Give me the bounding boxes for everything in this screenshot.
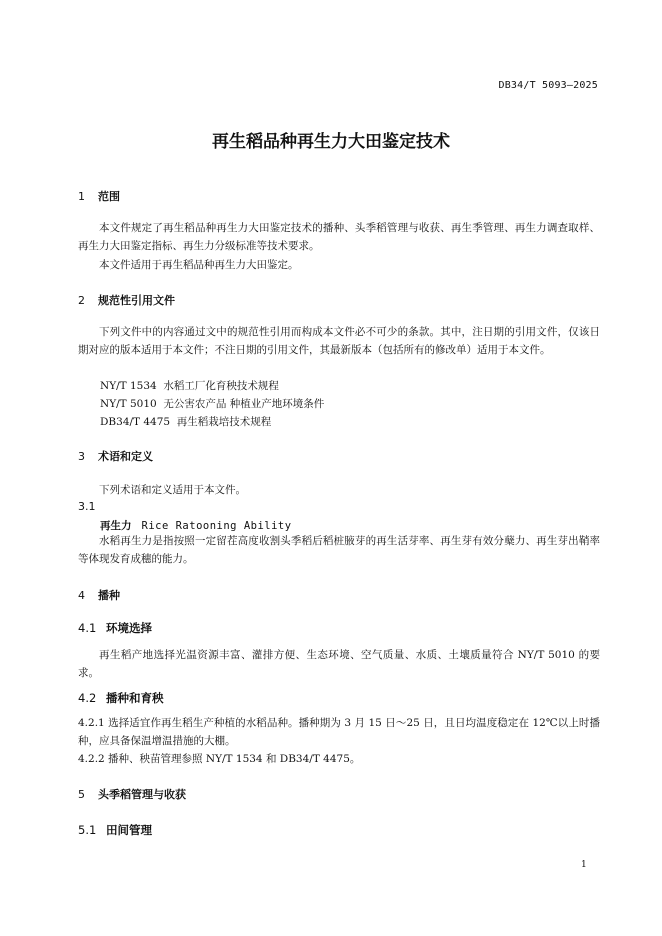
- paragraph: 下列术语和定义适用于本文件。: [99, 484, 246, 496]
- page-number: 1: [581, 860, 587, 870]
- subsection-number: 5.1: [78, 823, 97, 837]
- subsection-title: 播种和育秧: [106, 691, 164, 705]
- subsection-5-1-heading: [78, 822, 152, 838]
- term-entry: [100, 518, 292, 533]
- subsection-4-1-heading: [78, 620, 152, 636]
- standard-code: DB34/T 5093—2025: [498, 80, 598, 91]
- section-title: 范围: [98, 190, 120, 203]
- section-title: 规范性引用文件: [98, 294, 175, 307]
- section-number: 5: [78, 788, 85, 801]
- reference-item: NY/T 1534 水稻工厂化育秧技术规程: [100, 380, 279, 392]
- section-number: 2: [78, 294, 85, 307]
- paragraph: 再生稻产地选择光温资源丰富、灌排方便、生态环境、空气质量、水质、土壤质量符合 NY/T 5010 的要求。: [78, 649, 600, 679]
- subsection-4-2-heading: [78, 690, 164, 706]
- subsection-number: 4.1: [78, 621, 97, 635]
- section-number: 4: [78, 589, 85, 602]
- document-title: 再生稻品种再生力大田鉴定技术: [212, 132, 450, 152]
- section-1-heading: [78, 188, 120, 204]
- term-chinese: 再生力: [100, 520, 132, 532]
- paragraph: 本文件规定了再生稻品种再生力大田鉴定技术的播种、头季稻管理与收获、再生季管理、再生力调查取样、再生力大田鉴定指标、再生力分级标准等技术要求。: [78, 222, 600, 252]
- term-definition: 水稻再生力是指按照一定留茬高度收割头季稻后稻桩腋芽的再生活芽率、再生芽有效分蘖力、再生芽出鞘率等体现发育成穗的能力。: [78, 535, 600, 565]
- term-english: Rice Ratooning Ability: [141, 520, 292, 532]
- numbered-item: 4.2.1 选择适宜作再生稻生产种植的水稻品种。播种期为 3 月 15 日～25 日，且日均温度稳定在 12℃以上时播种，应具备保温增温措施的大棚。: [78, 717, 600, 747]
- reference-item: DB34/T 4475 再生稻栽培技术规程: [100, 416, 272, 428]
- section-title: 术语和定义: [98, 450, 153, 463]
- section-3-heading: [78, 448, 153, 464]
- term-number: 3.1: [78, 500, 96, 513]
- subsection-title: 环境选择: [106, 621, 152, 635]
- paragraph: 下列文件中的内容通过文中的规范性引用而构成本文件必不可少的条款。其中，注日期的引用文件，仅该日期对应的版本适用于本文件；不注日期的引用文件，其最新版本（包括所有的修改单）适用于本文件。: [78, 326, 600, 356]
- section-2-heading: [78, 292, 175, 308]
- subsection-title: 田间管理: [106, 823, 152, 837]
- reference-item: NY/T 5010 无公害农产品 种植业产地环境条件: [100, 398, 325, 410]
- numbered-item: 4.2.2 播种、秧苗管理参照 NY/T 1534 和 DB34/T 4475。: [78, 753, 361, 765]
- paragraph: 本文件适用于再生稻品种再生力大田鉴定。: [99, 259, 299, 271]
- section-title: 头季稻管理与收获: [98, 788, 186, 801]
- section-number: 1: [78, 190, 85, 203]
- subsection-number: 4.2: [78, 691, 97, 705]
- section-4-heading: [78, 587, 120, 603]
- section-5-heading: [78, 786, 186, 802]
- section-title: 播种: [98, 589, 120, 602]
- section-number: 3: [78, 450, 85, 463]
